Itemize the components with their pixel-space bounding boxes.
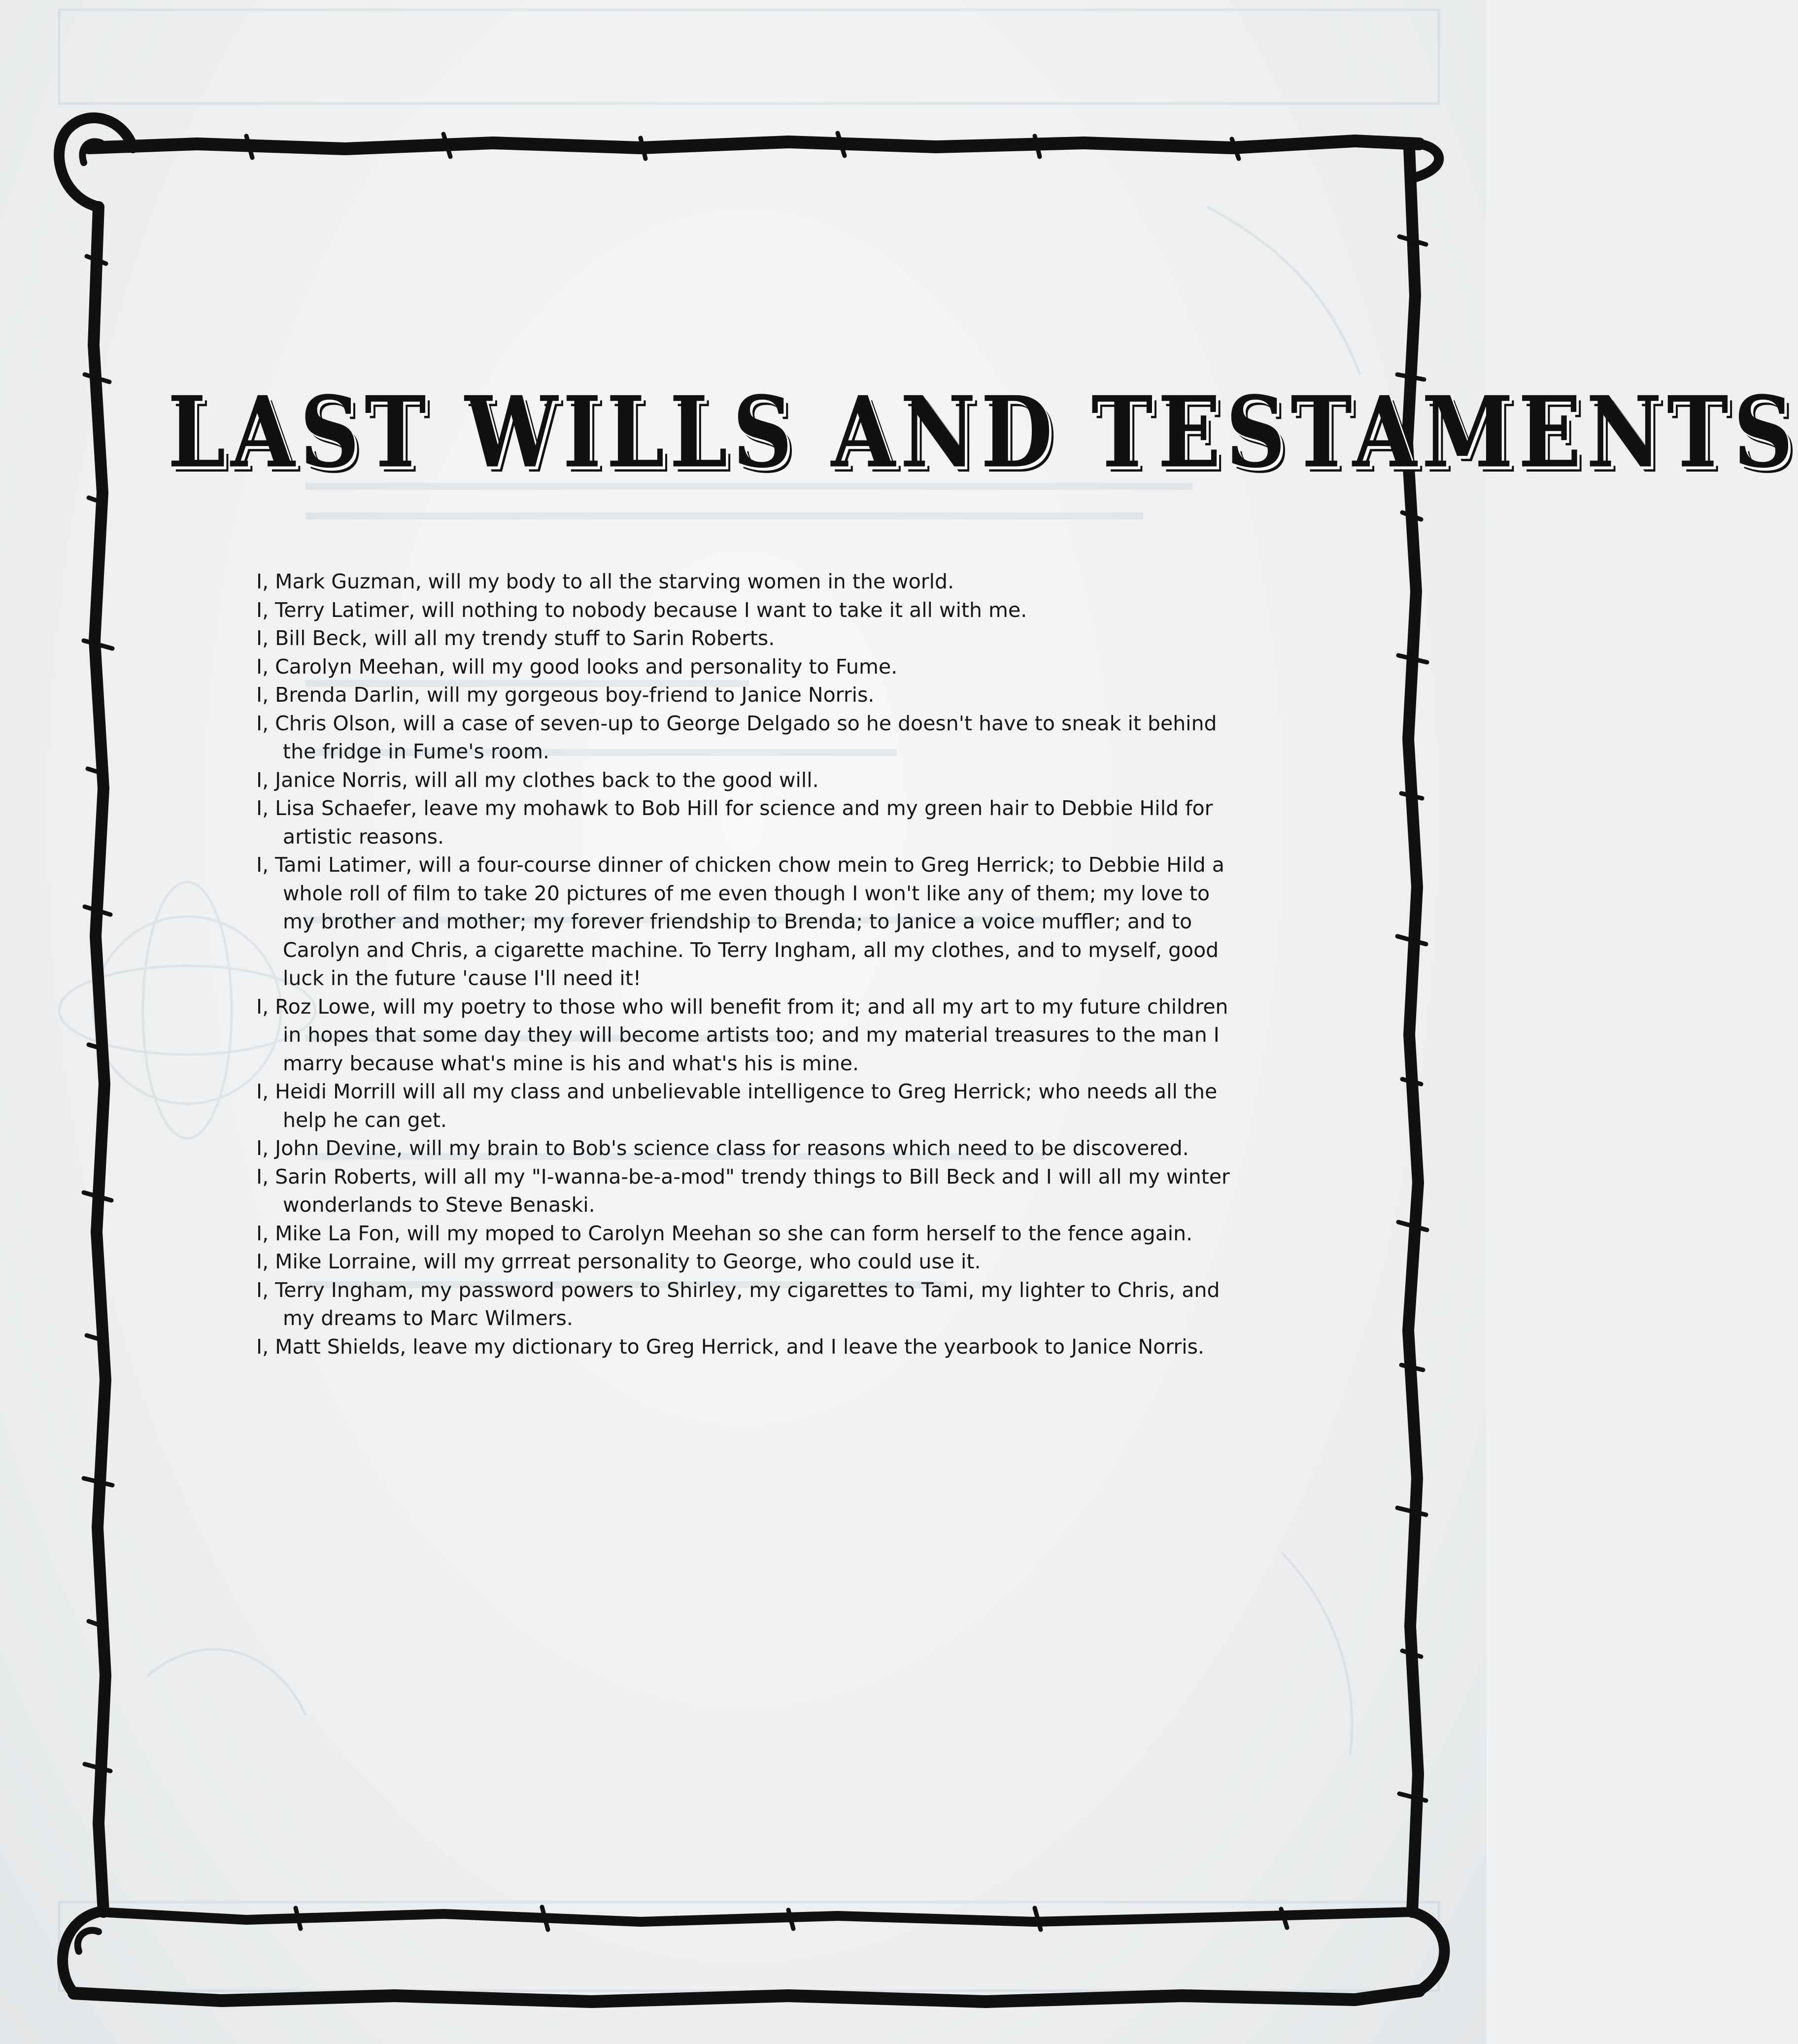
will-entry: I, Lisa Schaefer, leave my mohawk to Bob Hill for science and my green hair to Debbie Hild for artistic reasons. <box>256 796 1213 849</box>
will-entry: I, Terry Latimer, will nothing to nobody because I want to take it all with me. <box>256 598 1027 622</box>
wills-list <box>256 568 1232 1361</box>
will-entry: I, Roz Lowe, will my poetry to those who will benefit from it; and all my art to my future children in hopes that some day they will become artists too; and my material treasures to the man I marry because what's mine is his and what's his is mine. <box>256 994 1228 1075</box>
will-entry: I, Janice Norris, will all my clothes back to the good will. <box>256 768 819 792</box>
will-entry: I, Chris Olson, will a case of seven-up to George Delgado so he doesn't have to sneak it behind the fridge in Fume's room. <box>256 711 1217 763</box>
will-entry: I, Mike Lorraine, will my grrreat personality to George, who could use it. <box>256 1250 981 1273</box>
will-entry: I, Mark Guzman, will my body to all the starving women in the world. <box>256 570 954 593</box>
will-entry: I, Heidi Morrill will all my class and unbelievable intelligence to Greg Herrick; who needs all the help he can get. <box>256 1080 1218 1132</box>
will-entry: I, Sarin Roberts, will all my "I-wanna-be-a-mod" trendy things to Bill Beck and I will all my winter wonderlands to Steve Benaski. <box>256 1164 1230 1217</box>
will-entry: I, Brenda Darlin, will my gorgeous boy-friend to Janice Norris. <box>256 683 875 707</box>
will-entry: I, Tami Latimer, will a four-course dinner of chicken chow mein to Greg Herrick; to Debbie Hild a whole roll of film to take 20 pictures of me even though I won't like any of them; my love to my brother and mother; my forever friendship to Brenda; to Janice a voice muffler; and to Carolyn and Chris, a cigarette machine. To Terry Ingham, all my clothes, and to myself, good luck in the future 'cause I'll need it! <box>256 853 1224 990</box>
will-entry: I, Terry Ingham, my password powers to Shirley, my cigarettes to Tami, my lighter to Chris, and my dreams to Marc Wilmers. <box>256 1278 1220 1330</box>
will-entry: I, Matt Shields, leave my dictionary to Greg Herrick, and I leave the yearbook to Janice Norris. <box>256 1334 1204 1359</box>
will-entry: I, Bill Beck, will all my trendy stuff to Sarin Roberts. <box>256 626 775 650</box>
will-entry: I, Mike La Fon, will my moped to Carolyn Meehan so she can form herself to the fence again. <box>256 1221 1193 1245</box>
will-entry: I, John Devine, will my brain to Bob's science class for reasons which need to be discovered. <box>256 1136 1189 1160</box>
page-title: LAST WILLS AND TESTAMENTS <box>168 375 1798 490</box>
will-entry: I, Carolyn Meehan, will my good looks and personality to Fume. <box>256 654 898 679</box>
